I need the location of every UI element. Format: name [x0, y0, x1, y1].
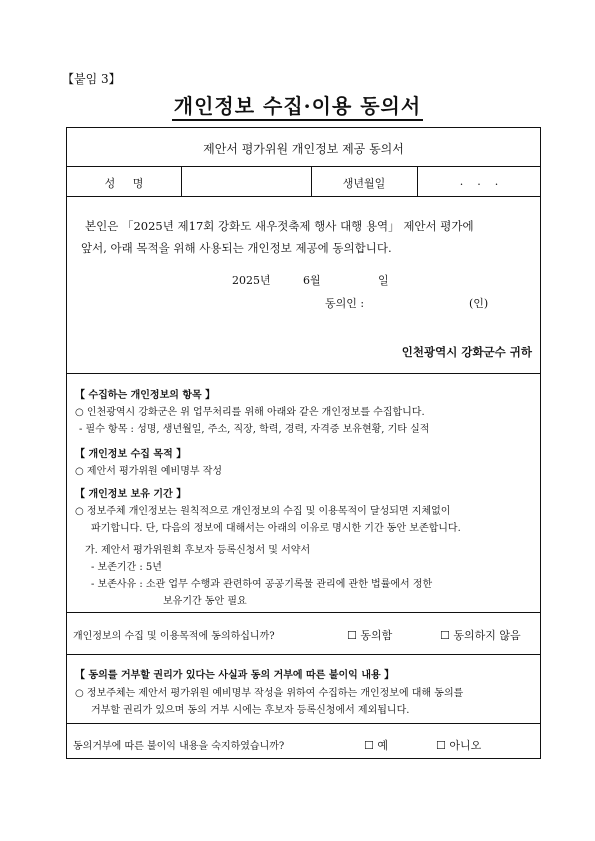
divider: [67, 654, 540, 655]
date-month: 6월: [303, 274, 321, 287]
retention-reason: 보유기간 동안 필요: [163, 596, 247, 607]
purpose-description: ○ 제안서 평가위원 예비명부 작성: [75, 466, 223, 477]
date-year: 2025년: [232, 274, 271, 287]
consenter-label: 동의인 :: [325, 297, 365, 310]
consent-statement: 본인은 「2025년 제17회 강화도 새우젓축제 행사 대행 용역」 제안서 평가에: [85, 219, 474, 233]
purpose-section-title: 【 개인정보 수집 목적 】: [75, 449, 187, 460]
items-description: ○ 인천광역시 강화군은 위 업무처리를 위해 아래와 같은 개인정보를 수집합니다.: [75, 407, 425, 418]
retention-period: - 보존기간 : 5년: [91, 562, 162, 573]
divider: [67, 166, 540, 167]
required-items: - 필수 항목 : 성명, 생년월일, 주소, 직장, 학력, 경력, 자격증 보유현황, 기타 실적: [79, 424, 430, 435]
date-day: 일: [378, 274, 389, 287]
consent-form: [66, 127, 541, 759]
retention-description: ○ 정보주체 개인정보는 원칙적으로 개인정보의 수집 및 이용목적이 달성되면 지체없이: [75, 506, 451, 517]
consent-disagree-checkbox[interactable]: ☐ 동의하지 않음: [440, 629, 521, 642]
retention-item: 가. 제안서 평가위원회 후보자 등록신청서 및 서약서: [85, 545, 311, 556]
divider: [181, 166, 182, 196]
consent-statement: 앞서, 아래 목적을 위해 사용되는 개인정보 제공에 동의합니다.: [81, 241, 392, 255]
items-section-title: 【 수집하는 개인정보의 항목 】: [75, 390, 216, 401]
ack-no-checkbox[interactable]: ☐ 아니오: [436, 739, 482, 752]
name-label: 성 명: [104, 177, 144, 190]
recipient: 인천광역시 강화군수 귀하: [401, 345, 532, 359]
seal-mark: (인): [469, 297, 489, 310]
retention-description: 파기합니다. 단, 다음의 정보에 대해서는 아래의 이유로 명시한 기간 동안 보존합니다.: [91, 523, 461, 534]
divider: [67, 196, 540, 197]
birthdate-label: 생년월일: [342, 177, 386, 190]
acknowledgement-question: 동의거부에 따른 불이익 내용을 숙지하였습니까?: [73, 741, 285, 752]
retention-section-title: 【 개인정보 보유 기간 】: [75, 489, 187, 500]
consent-question: 개인정보의 수집 및 이용목적에 동의하십니까?: [73, 631, 275, 642]
birthdate-field[interactable]: . . .: [459, 175, 499, 188]
divider: [67, 373, 540, 374]
divider: [67, 723, 540, 724]
refusal-description: 거부할 권리가 있으며 동의 거부 시에는 후보자 등록신청에서 제외됩니다.: [91, 705, 410, 716]
consent-agree-checkbox[interactable]: ☐ 동의함: [347, 629, 393, 642]
ack-yes-checkbox[interactable]: ☐ 예: [364, 739, 388, 752]
form-heading: 제안서 평가위원 개인정보 제공 동의서: [203, 142, 404, 156]
refusal-description: ○ 정보주체는 제안서 평가위원 예비명부 작성을 위하여 수집하는 개인정보에 대해 동의를: [75, 688, 464, 699]
attachment-label: 【붙임 3】: [62, 72, 121, 86]
retention-reason: - 보존사유 : 소관 업무 수행과 관련하여 공공기록물 관리에 관한 법률에서 정한: [91, 579, 433, 590]
refusal-section-title: 【 동의를 거부할 권리가 있다는 사실과 동의 거부에 따른 불이익 내용 】: [75, 670, 395, 681]
divider: [67, 612, 540, 613]
document-title: 개인정보 수집·이용 동의서: [0, 90, 595, 119]
